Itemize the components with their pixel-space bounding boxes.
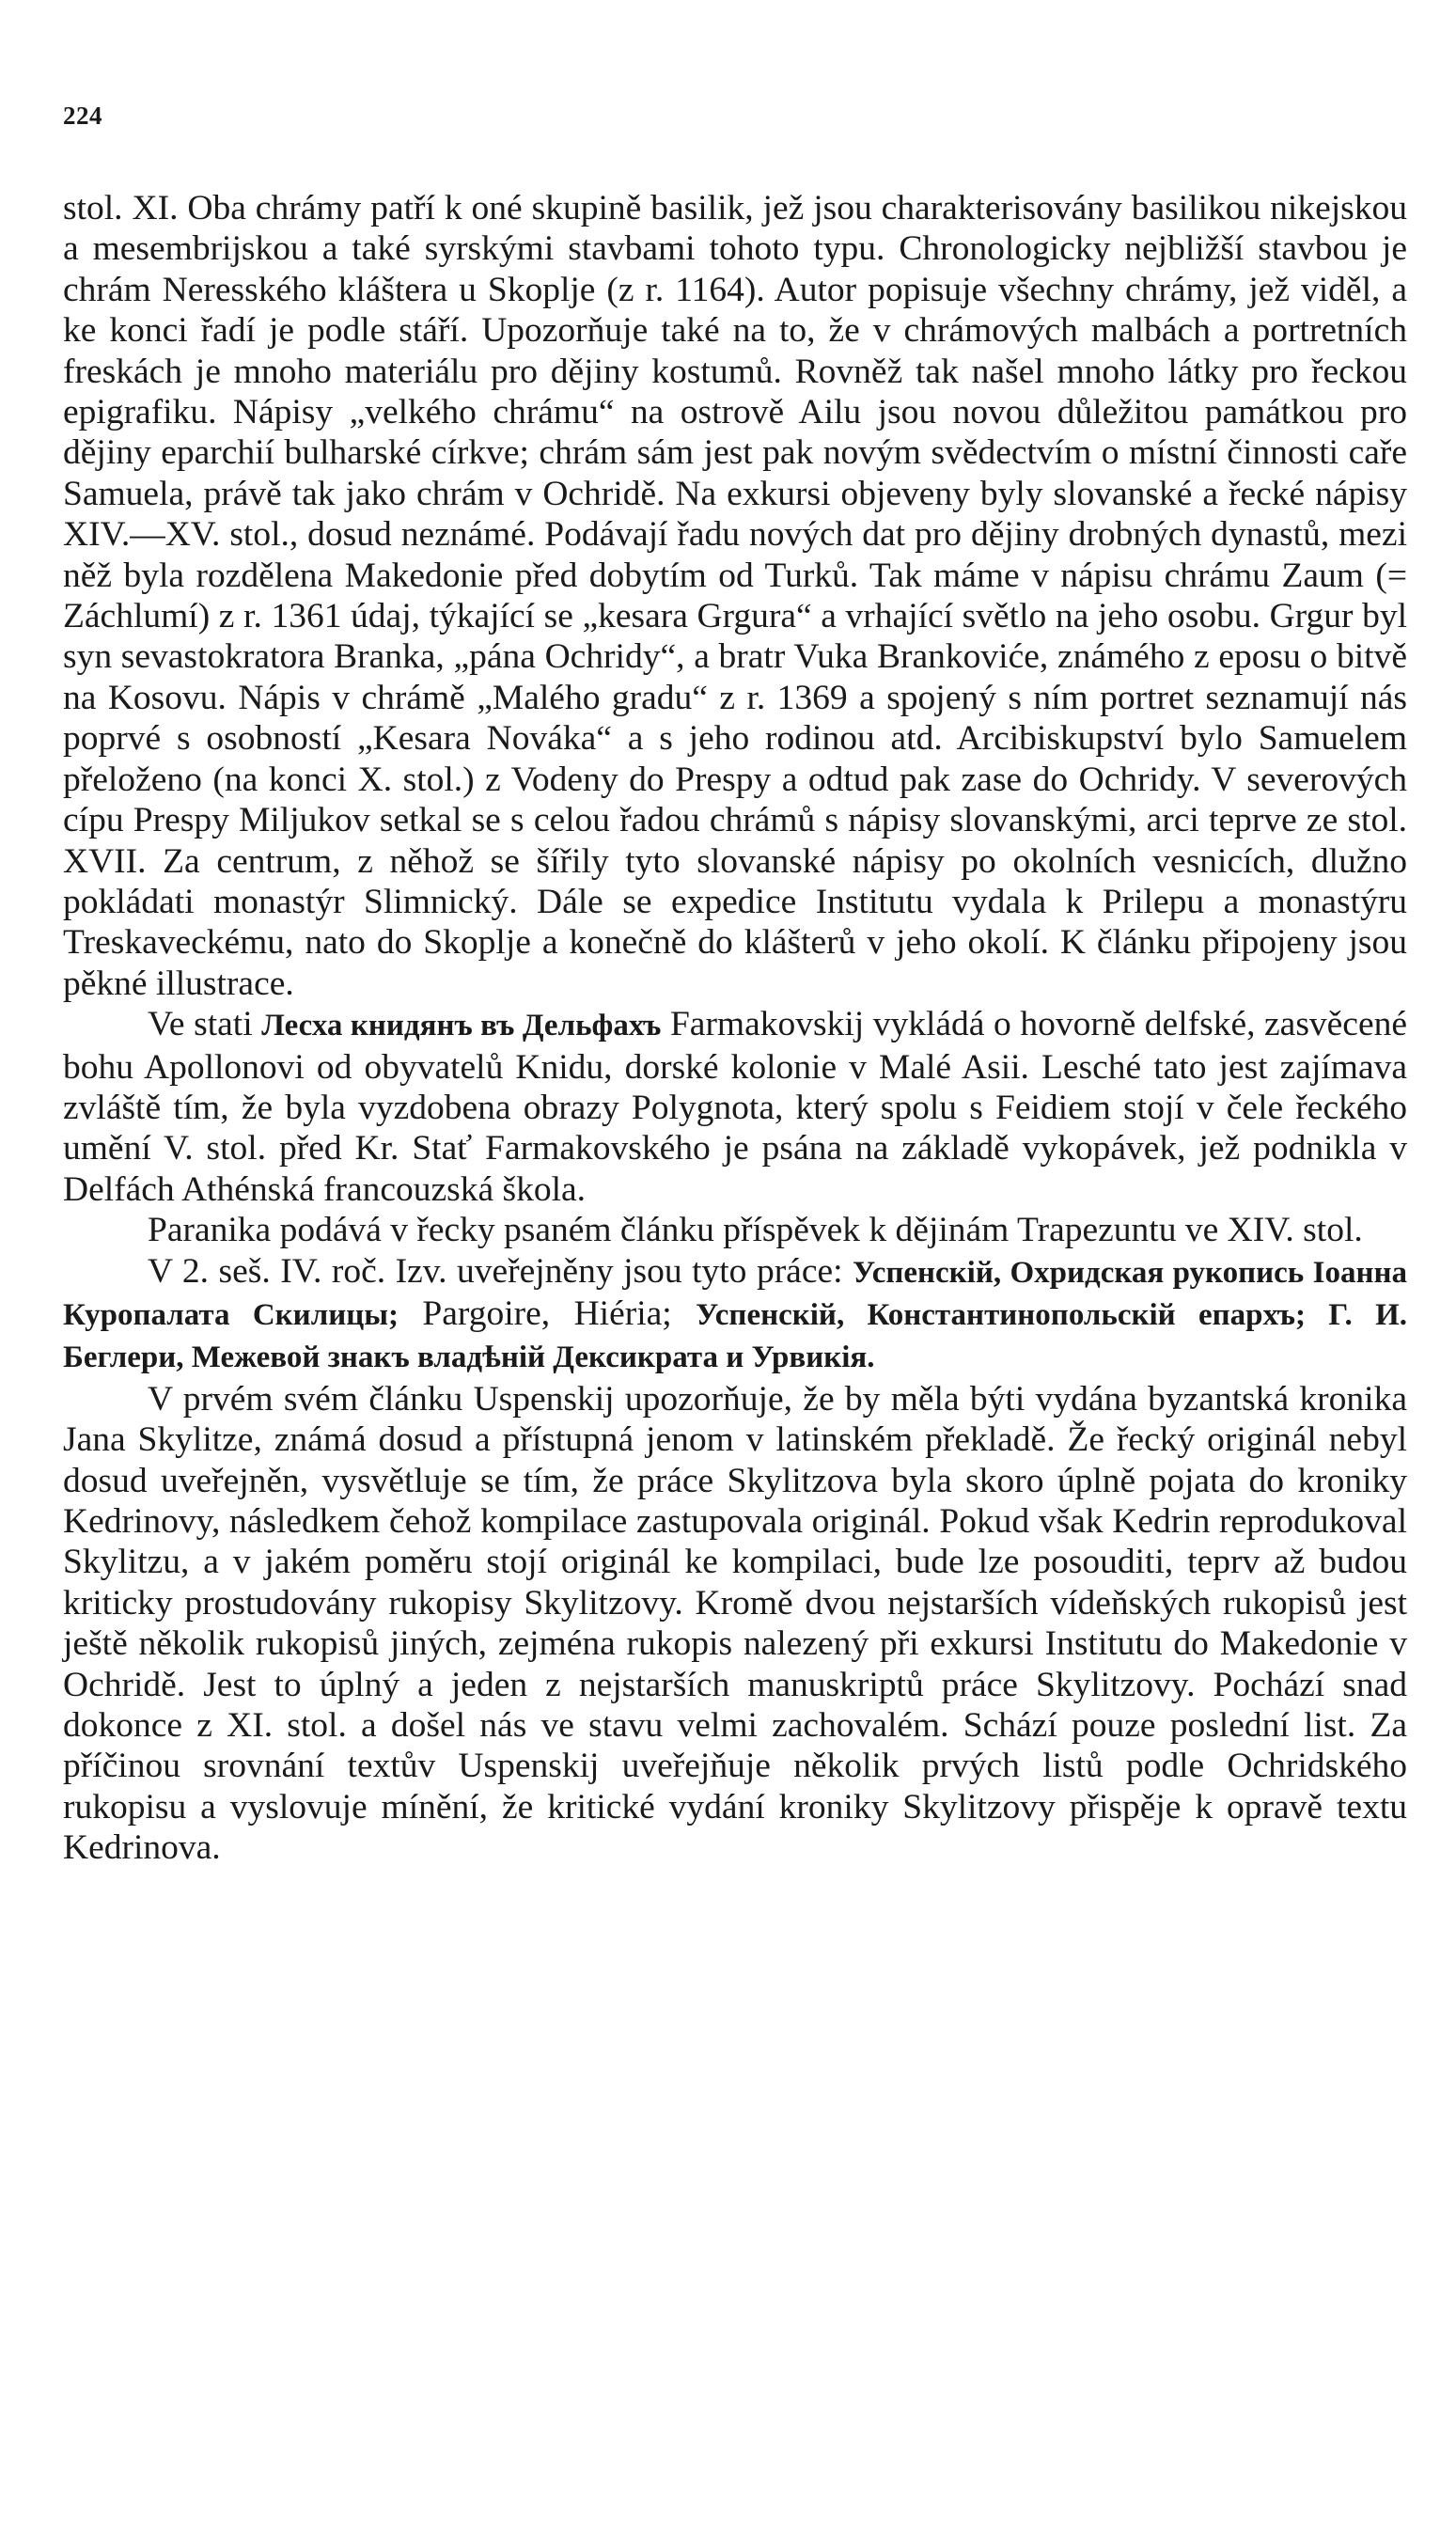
cyrillic-title: Успенскій, Охридская рукопись Іоанна Куропалата Скилицы;: [63, 1255, 1408, 1332]
cyrillic-title: Лесха книдянъ въ Дельфахъ: [261, 1009, 662, 1043]
paragraph-issue-contents: [63, 1251, 1407, 1379]
paragraph-text: Paranika podává v řecky psaném článku příspěvek k dějinám Trapezuntu ve XIV. stol.: [148, 1211, 1363, 1250]
paragraph-text-mid: Pargoire, Hiéria;: [399, 1294, 697, 1333]
paragraph-paranika: [63, 1210, 1407, 1250]
paragraph-text: V prvém svém článku Uspenskij upozorňuje, že by měla býti vydána byzantská kronika Jana Skylitze, známá dosud a přístupná jenom v latinském překladě. Že řecký originál nebyl dosud uveřejněn, vysvětluje se tím, že práce Skylitzova byla skoro úplně pojata do kroniky Kedrinovy, následkem čehož kompilace zastupovala originál. Pokud však Kedrin reprodukoval Skylitzu, a v jakém poměru stojí originál ke kompilaci, bude lze posouditi, teprv až budou kriticky prostudovány rukopisy Skylitzovy. Kromě dvou nejstarších vídeňských rukopisů jest ještě několik rukopisů jiných, zejména rukopis nalezený při exkursi Institutu do Makedonie v Ochridě. Jest to úplný a jeden z nejstarších manuskriptů práce Skylitzovy. Pochází snad dokonce z XI. stol. a došel nás ve stavu velmi zachovalém. Schází pouze poslední list. Za příčinou srovnání textův Uspenskij uveřejňuje několik prvých listů podle Ochridského rukopisu a vyslovuje mínění, že kritické vydání kroniky Skylitzovy přispěje k opravě textu Kedrinova.: [63, 1379, 1407, 1868]
article-body: [63, 188, 1407, 1869]
paragraph-text-lead: Ve stati: [148, 1005, 262, 1044]
page-number: 224: [63, 102, 102, 130]
paragraph-uspenskij: [63, 1379, 1407, 1869]
paragraph-text-lead: V 2. seš. IV. roč. Izv. uveřejněny jsou tyto práce:: [148, 1251, 853, 1291]
paragraph-continuation: [63, 188, 1407, 1004]
paragraph-farmakovskij: [63, 1004, 1407, 1210]
paragraph-text: stol. XI. Oba chrámy patří k oné skupině basilik, jež jsou charakterisovány basilikou nikejskou a mesembrijskou a také syrskými stavbami tohoto typu. Chronologicky nejbližší stavbou je chrám Neresského kláštera u Skoplje (z r. 1164). Autor popisuje všechny chrámy, jež viděl, a ke konci řadí je podle stáří. Upozorňuje také na to, že v chrámových malbách a portretních freskách je mnoho materiálu pro dějiny kostumů. Rovněž tak našel mnoho látky pro řeckou epigrafiku. Nápisy „velkého chrámu“ na ostrově Ailu jsou novou důležitou památkou pro dějiny eparchií bulharské církve; chrám sám jest pak novým svědectvím o místní činnosti caře Samuela, právě tak jako chrám v Ochridě. Na exkursi objeveny byly slovanské a řecké nápisy XIV.—XV. stol., dosud neznámé. Podávají řadu nových dat pro dějiny drobných dynastů, mezi něž byla rozdělena Makedonie před dobytím od Turků. Tak máme v nápisu chrámu Zaum (= Záchlumí) z r. 1361 údaj, týkající se „kesara Grgura“ a vrhající světlo na jeho osobu. Grgur byl syn sevastokratora Branka, „pána Ochridy“, a bratr Vuka Brankoviće, známého z eposu o bitvě na Kosovu. Nápis v chrámě „Malého gradu“ z r. 1369 a spojený s ním portret seznamují nás poprvé s osobností „Kesara Nováka“ a s jeho rodinou atd. Arcibiskupství bylo Samuelem přeloženo (na konci X. stol.) z Vodeny do Prespy a odtud pak zase do Ochridy. V severových cípu Prespy Miljukov setkal se s celou řadou chrámů s nápisy slovanskými, arci teprve ze stol. XVII. Za centrum, z něhož se šířily tyto slovanské nápisy po okolních vesnicích, dlužno pokládati monastýr Slimnický. Dále se expedice Institutu vydala k Prilepu a monastýru Treskaveckému, nato do Skoplje a konečně do klášterů v jeho okolí. K článku připojeny jsou pěkné illustrace.: [63, 189, 1407, 1003]
paragraph-text-rest: Farmakovskij vykládá o hovorně delfské, zasvěcené bohu Apollonovi od obyvatelů Knidu, dorské kolonie v Malé Asii. Lesché tato jest zajímava zvláště tím, že byla vyzdobena obrazy Polygnota, který spolu s Feidiem stojí v čele řeckého umění V. stol. před Kr. Stať Farmakovského je psána na základě vykopávek, jež podnikla v Delfách Athénská francouzská škola.: [63, 1005, 1407, 1209]
cyrillic-title: Успенскій, Константинопольскій епархъ; Г. И. Беглери, Межевой знакъ владѣній Дексикрата и Урвикія.: [63, 1297, 1407, 1375]
